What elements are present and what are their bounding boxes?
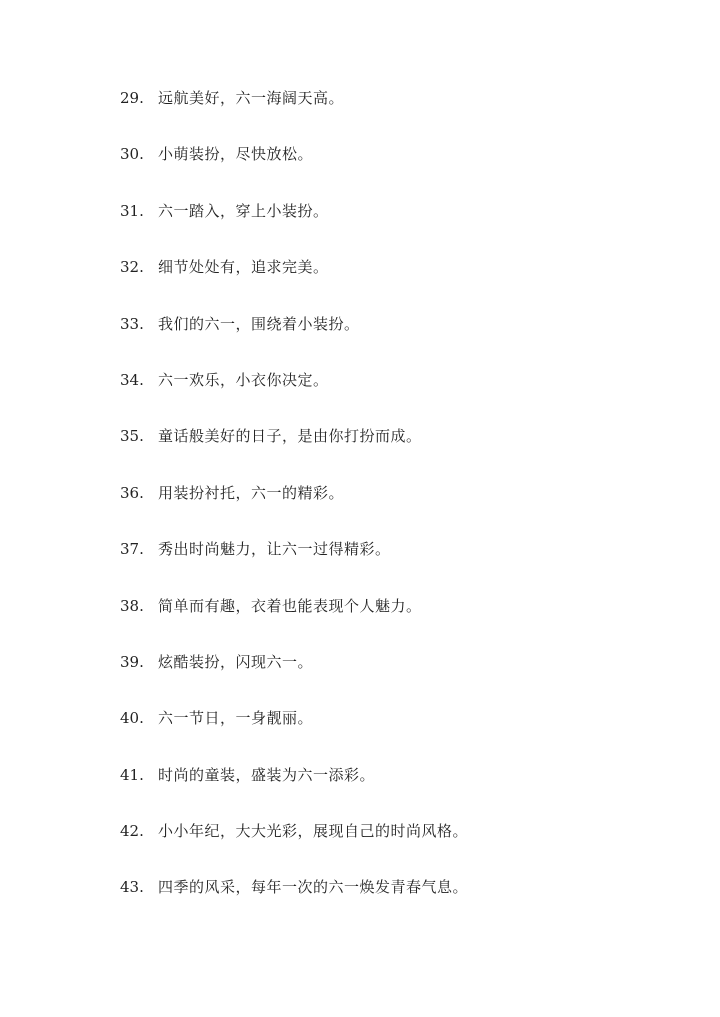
list-item: [120, 763, 680, 819]
item-number: 42.: [120, 822, 144, 841]
item-number: 34.: [120, 370, 144, 389]
item-number: 38.: [120, 596, 144, 615]
list-item: [120, 199, 680, 255]
item-number: 30.: [120, 145, 144, 164]
item-text: 小萌装扮，尽快放松。: [158, 145, 314, 164]
list-item: [120, 424, 680, 480]
item-text: 远航美好，六一海阔天高。: [158, 89, 345, 107]
item-text: 细节处处有，追求完美。: [158, 258, 329, 277]
item-text: 时尚的童装，盛装为六一添彩。: [158, 765, 376, 784]
item-text: 我们的六一，围绕着小装扮。: [158, 314, 360, 333]
item-text: 六一节日，一身靓丽。: [158, 709, 314, 728]
list-item: [120, 142, 680, 198]
item-number: 29.: [120, 89, 144, 107]
item-number: 31.: [120, 201, 144, 220]
item-text: 四季的风采，每年一次的六一焕发青春气息。: [158, 878, 469, 897]
item-number: 37.: [120, 540, 144, 559]
list-item: [120, 819, 680, 875]
item-text: 简单而有趣，衣着也能表现个人魅力。: [158, 596, 422, 615]
item-number: 35.: [120, 427, 144, 446]
item-text: 六一欢乐，小衣你决定。: [158, 370, 329, 389]
item-number: 43.: [120, 878, 144, 897]
list-item: [120, 255, 680, 311]
item-number: 32.: [120, 258, 144, 277]
list-item: [120, 312, 680, 368]
list-item: [120, 706, 680, 762]
item-text: 童话般美好的日子，是由你打扮而成。: [158, 427, 422, 446]
item-text: 秀出时尚魅力，让六一过得精彩。: [158, 540, 391, 559]
item-number: 41.: [120, 765, 144, 784]
list-item: [120, 537, 680, 593]
item-text: 炫酷装扮，闪现六一。: [158, 652, 314, 671]
list-item: [120, 481, 680, 537]
list-item: [120, 650, 680, 706]
list-item: [120, 594, 680, 650]
list-item: [120, 368, 680, 424]
item-number: 39.: [120, 652, 144, 671]
item-text: 六一踏入，穿上小装扮。: [158, 201, 329, 220]
item-number: 40.: [120, 709, 144, 728]
slogan-list: [120, 86, 680, 932]
list-item: [120, 875, 680, 931]
list-item: [120, 86, 680, 142]
item-number: 33.: [120, 314, 144, 333]
item-number: 36.: [120, 483, 144, 502]
item-text: 小小年纪，大大光彩，展现自己的时尚风格。: [158, 822, 469, 841]
item-text: 用装扮衬托，六一的精彩。: [158, 483, 345, 502]
